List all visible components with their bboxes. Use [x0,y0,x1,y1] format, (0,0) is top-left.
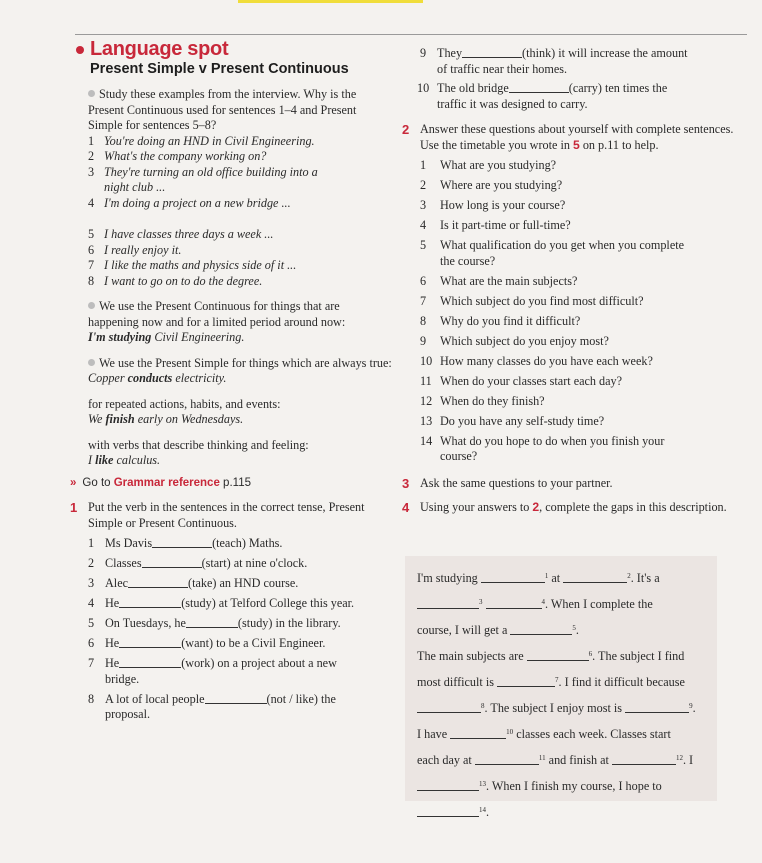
answer-gap[interactable] [417,805,479,817]
list-item: 7 Which subject do you find most difficult? [420,293,644,308]
exercise-1-list [88,536,392,723]
double-arrow-icon: » [70,476,77,489]
answer-gap[interactable] [119,596,181,608]
list-item: 10 How many classes do you have each week? [420,353,653,368]
answer-gap[interactable] [119,636,181,648]
grammar-reference-link[interactable]: » Go to Grammar reference p.115 [70,476,251,489]
exercise-2-list [420,158,742,465]
list-item: 4 Is it part-time or full-time? [420,218,571,232]
exercise-1: 1 Put the verb in the sentences in the correct tense, Present Simple or Present Continuous. 1 Ms Davis (teach) Maths. 2 Classes (start) at nine o'clock. 3 Alec (take) an HND course. 4 He (study) at Telford College this year. 5 On Tuesdays, he (study) in the library. 6 He (want) to be a Civil Engineer. 7 He (work) on a project about a new bridge. 8 A lot of local people (not / like) the proposal. [70,500,392,727]
list-item: 14 What do you hope to do when you finish your course? [420,433,665,463]
answer-gap[interactable] [205,692,267,704]
list-item: 2 Where are you studying? [420,178,563,192]
example-item: 4 I'm doing a project on a new bridge ... [88,195,291,210]
gap-line: $^8$. The subject I enjoy most is $^9$. [417,694,717,720]
gap-line: $^{13}$. When I finish my course, I hope to [417,772,717,798]
right-column [402,46,742,515]
section-subtitle: Present Simple v Present Continuous [90,60,349,77]
answer-gap[interactable] [563,571,627,583]
gap-fill-text [417,564,717,824]
answer-gap[interactable] [119,656,181,668]
answer-gap[interactable] [152,536,212,548]
gap-line: course, I will get a $^5$. [417,623,579,637]
gap-line: $^3$ $^4$. When I complete the [417,590,717,616]
answer-gap[interactable] [186,616,238,628]
list-item: 10 The old bridge (carry) ten times the traffic it was designed to carry. [417,81,668,111]
answer-gap[interactable] [417,779,479,791]
list-item: 13 Do you have any self-study time? [420,413,605,428]
gap-line: each day at $^{11}$ and finish at $^{12}$. I [417,753,694,767]
example-item: 8 I want to go on to do the degree. [88,273,263,288]
list-item: 3 How long is your course? [420,198,566,212]
list-item: 5 On Tuesdays, he (study) in the library. [88,616,341,630]
example-item: 6 I really enjoy it. [88,242,182,257]
exercise-4: 4 Using your answers to 2, complete the gaps in this description. [402,499,727,515]
gap-line: most difficult is $^7$. I find it difficult because [417,675,685,689]
example-item: 5 I have classes three days a week ... [88,227,274,241]
answer-gap[interactable] [462,46,522,58]
rule-verbs: with verbs that describe thinking and feeling: I like calculus. [88,437,309,467]
list-item: 11 When do your classes start each day? [420,373,623,388]
answer-gap[interactable] [417,701,481,713]
list-item: 8 Why do you find it difficult? [420,313,581,328]
list-item: 9 They (think) it will increase the amount of traffic near their homes. [420,46,688,76]
list-item: 12 When do they finish? [420,393,545,408]
answer-gap[interactable] [510,623,572,635]
exercise-3: 3 Ask the same questions to your partner. [402,476,613,491]
left-column [70,38,392,727]
exercise-2: 2 Answer these questions about yourself with complete sentences. Use the timetable you wrote in 5 on p.11 to help. 1 What are you studying? 2 Where are you studying? 3 How long is your course? 4 Is it part-time or full-time? 5 What qualification do you get when you complete the course? 6 What are the main subjects? 7 Which subject do you find most difficult? 8 Why do you find it difficult? 9 Which subject do you enjoy most? 10 How many classes do you have each week? 11 When do your classes start each day? 12 When do they finish? 13 Do you have any self-study time? 14 What do you hope to do when you finish your course? [402,122,742,469]
gap-line: $^{14}$. [417,798,717,824]
answer-gap[interactable] [612,753,676,765]
example-item: 3 They're turning an old office building into a [88,164,318,179]
top-accent-bar [238,0,423,3]
example-list [88,134,392,290]
example-item: 1 You're doing an HND in Civil Engineering. [88,133,315,148]
intro-paragraph: Study these examples from the interview. Why is the Present Continuous used for sentences 1–4 and Present Simple for sentences 5–8? [88,87,357,132]
list-item: 1 Ms Davis (teach) Maths. [88,536,283,550]
gap-line: I'm studying $^1$ at $^2$. It's a [417,571,660,585]
exercise-2-instructions: Answer these questions about yourself with complete sentences. Use the timetable you wrote in 5 on p.11 to help. [420,122,734,152]
exercise-4-instructions: Using your answers to 2, complete the gaps in this description. [420,499,727,514]
answer-gap[interactable] [486,597,542,609]
gap-line: I have $^{10}$ classes each week. Classes start [417,727,671,741]
rule-repeated: for repeated actions, habits, and events: We finish early on Wednesdays. [88,396,281,426]
list-item: 2 Classes (start) at nine o'clock. [88,556,308,570]
list-item: 9 Which subject do you enjoy most? [420,333,609,348]
list-item: 3 Alec (take) an HND course. [88,576,299,590]
bullet-icon [76,46,84,54]
exercise-3-instructions: Ask the same questions to your partner. [420,476,613,490]
rule-simple: We use the Present Simple for things which are always true: Copper conducts electricity. [88,355,392,385]
answer-gap[interactable] [481,571,545,583]
section-title: Language spot [70,42,392,58]
answer-gap[interactable] [497,675,555,687]
answer-gap[interactable] [475,753,539,765]
list-item: 6 What are the main subjects? [420,273,578,288]
answer-gap[interactable] [142,556,202,568]
answer-gap[interactable] [509,81,569,93]
answer-gap[interactable] [128,576,188,588]
answer-gap[interactable] [625,701,689,713]
example-item: 7 I like the maths and physics side of it ... [88,258,297,272]
gap-line: The main subjects are $^6$. The subject I find [417,649,685,663]
list-item: 8 A lot of local people (not / like) the proposal. [88,691,336,721]
bullet-icon [88,302,95,309]
list-item: 5 What qualification do you get when you complete the course? [420,238,685,268]
list-item: 1 What are you studying? [420,158,557,172]
header-divider [75,34,747,35]
answer-gap[interactable] [417,597,479,609]
answer-gap[interactable] [527,649,589,661]
example-item: 2 What's the company working on? [88,149,267,163]
bullet-icon [88,359,95,366]
exercise-1-continued [417,46,742,112]
list-item: 4 He (study) at Telford College this year. [88,596,355,610]
list-item: 6 He (want) to be a Civil Engineer. [88,636,326,650]
exercise-1-instructions: Put the verb in the sentences in the correct tense, Present Simple or Present Continuous. [88,500,365,530]
answer-gap[interactable] [450,727,506,739]
example-item: night club ... [104,180,166,194]
list-item: 7 He (work) on a project about a new bridge. [88,656,337,686]
bullet-icon [88,90,95,97]
rule-continuous: We use the Present Continuous for things that are happening now and for a limited period around now: I'm studying Civil Engineering. [88,299,346,344]
